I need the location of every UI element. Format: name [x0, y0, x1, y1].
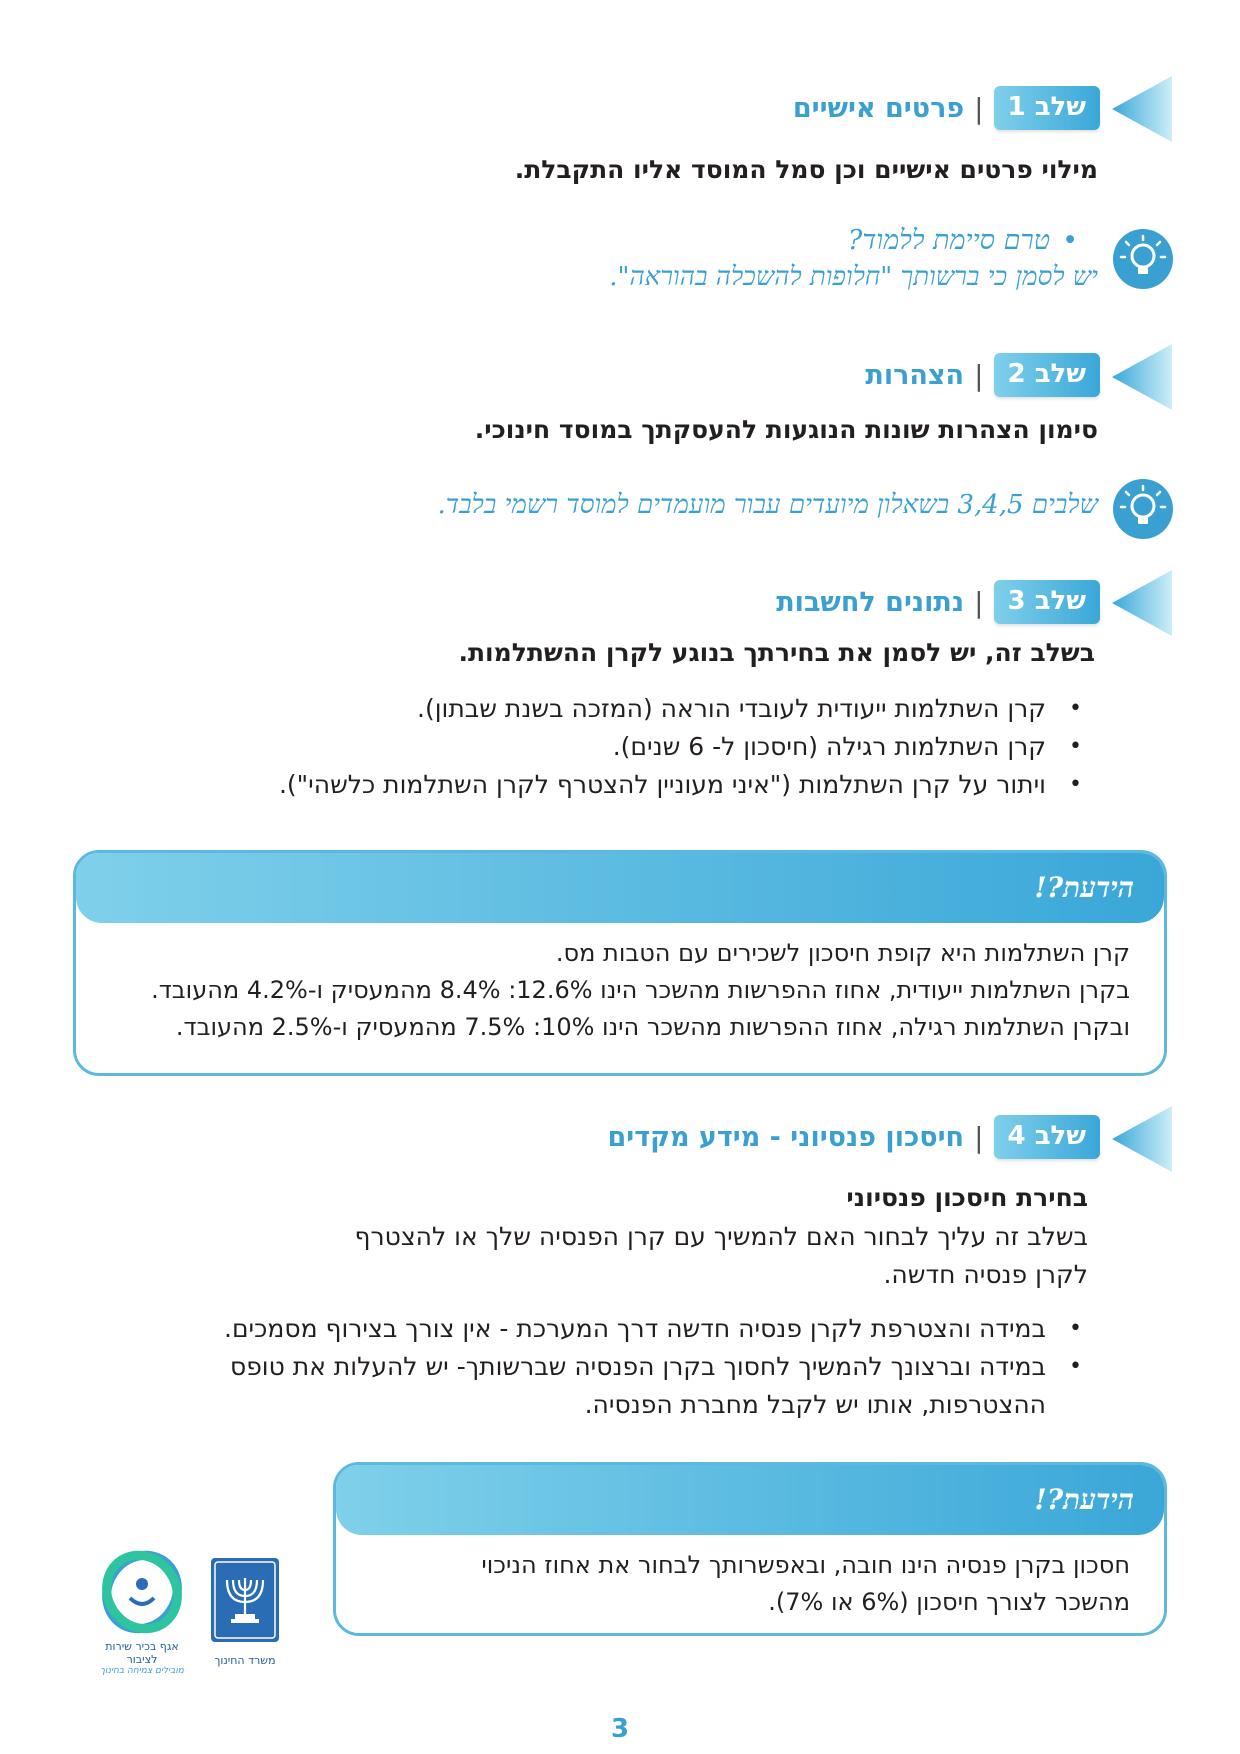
- lightbulb-icon: [1112, 228, 1174, 290]
- agency-caption: אגף בכיר שירות לציבור: [105, 1640, 179, 1666]
- list-item: • קרן השתלמות רגילה (חיסכון ל- 6 שנים).: [130, 728, 1090, 766]
- step3-arrow-icon: [1112, 570, 1172, 636]
- public-service-emblem-icon: [90, 1548, 194, 1636]
- step3-title: נתונים לחשבות: [776, 586, 965, 618]
- did-you-know-box: [73, 850, 1167, 1076]
- list-item: • במידה וברצונך להמשיך לחסוך בקרן הפנסיה שברשותך- יש להעלות את טופס ההצטרפות, אותו יש לקבל מחברת הפנסיה.: [90, 1348, 1090, 1424]
- did-you-know-title: הידעת?!: [1034, 871, 1134, 904]
- step4-notes-list: [90, 1310, 1090, 1424]
- step1-header: [793, 83, 1100, 133]
- step2-title: הצהרות: [865, 359, 965, 391]
- step3-header: [776, 577, 1100, 627]
- step4-title: חיסכון פנסיוני - מידע מקדים: [607, 1121, 965, 1153]
- agency-logo: [90, 1548, 194, 1676]
- did-you-know-title: הידעת?!: [1034, 1483, 1134, 1516]
- list-item: • קרן השתלמות ייעודית לעובדי הוראה (המזכה בשנת שבתון).: [130, 690, 1090, 728]
- step1-arrow-icon: [1112, 76, 1172, 142]
- ministry-logo: [205, 1556, 285, 1667]
- step1-hint-text: יש לסמן כי ברשותך "חלופות להשכלה בהוראה".: [609, 262, 1098, 292]
- did-you-know-header: [336, 1465, 1164, 1535]
- did-you-know-body: [76, 923, 1164, 1046]
- did-you-know-body: [336, 1535, 1164, 1621]
- step4-header: [607, 1112, 1100, 1162]
- step1-title: פרטים אישיים: [792, 92, 965, 124]
- step3-badge: שלב 3: [994, 580, 1100, 624]
- info-line: ובקרן השתלמות רגילה, אחוז ההפרשות מהשכר הינו 10%: 7.5% מהמעסיק ו-2.5% מהעובד.: [175, 1013, 1130, 1041]
- step1-hint-question: •טרם סיימת ללמוד?: [847, 225, 1078, 256]
- info-line: חסכון בקרן פנסיה הינו חובה, ובאפשרותך לבחור את אחוז הניכוי: [481, 1551, 1130, 1579]
- agency-tagline: מובילים צמיחה בחינוך: [100, 1666, 184, 1676]
- step2-badge: שלב 2: [994, 353, 1100, 397]
- step3-instruction: בשלב זה, יש לסמן את בחירתך בנוגע לקרן ההשתלמות.: [458, 638, 1095, 667]
- list-item: • ויתור על קרן השתלמות ("איני מעוניין להצטרף לקרן השתלמות כלשהי").: [130, 766, 1090, 804]
- step4-arrow-icon: [1112, 1106, 1172, 1172]
- step1-instruction: מילוי פרטים אישיים וכן סמל המוסד אליו התקבלת.: [514, 155, 1098, 184]
- page-number: 3: [610, 1714, 630, 1744]
- step2-arrow-icon: [1112, 344, 1172, 410]
- step4-subheading: בחירת חיסכון פנסיוני: [846, 1183, 1088, 1212]
- hint-bullet: •: [1062, 225, 1078, 256]
- step4-badge: שלב 4: [994, 1115, 1100, 1159]
- step3-options-list: [130, 690, 1090, 804]
- step4-separator: |: [974, 1120, 984, 1154]
- info-line: קרן השתלמות היא קופת חיסכון לשכירים עם הטבות מס.: [555, 939, 1130, 967]
- did-you-know-header: [76, 853, 1164, 923]
- step3-separator: |: [974, 585, 984, 619]
- lightbulb-icon: [1112, 478, 1174, 540]
- info-line: בקרן השתלמות ייעודית, אחוז ההפרשות מהשכר הינו 12.6%: 8.4% מהמעסיק ו-4.2% מהעובד.: [151, 976, 1130, 1004]
- list-item: • במידה והצטרפת לקרן פנסיה חדשה דרך המערכת - אין צורך בצירוף מסמכים.: [90, 1310, 1090, 1348]
- step4-paragraph: בשלב זה עליך לבחור האם להמשיך עם קרן הפנסיה שלך או להצטרף לקרן פנסיה חדשה.: [354, 1222, 1088, 1289]
- info-line: מהשכר לצורך חיסכון (6% או 7%).: [768, 1588, 1130, 1616]
- step2-instruction: סימון הצהרות שונות הנוגעות להעסקתך במוסד חינוכי.: [474, 415, 1098, 444]
- step2-hint-text: שלבים 3,4,5 בשאלון מיועדים עבור מועמדים למוסד רשמי בלבד.: [437, 490, 1098, 520]
- step2-separator: |: [974, 358, 984, 392]
- step1-separator: |: [974, 91, 984, 125]
- menorah-emblem-icon: [205, 1556, 285, 1646]
- step2-header: [865, 350, 1100, 400]
- ministry-caption: משרד החינוך: [214, 1654, 276, 1667]
- did-you-know-box-2: [333, 1462, 1167, 1636]
- step1-badge: שלב 1: [994, 86, 1100, 130]
